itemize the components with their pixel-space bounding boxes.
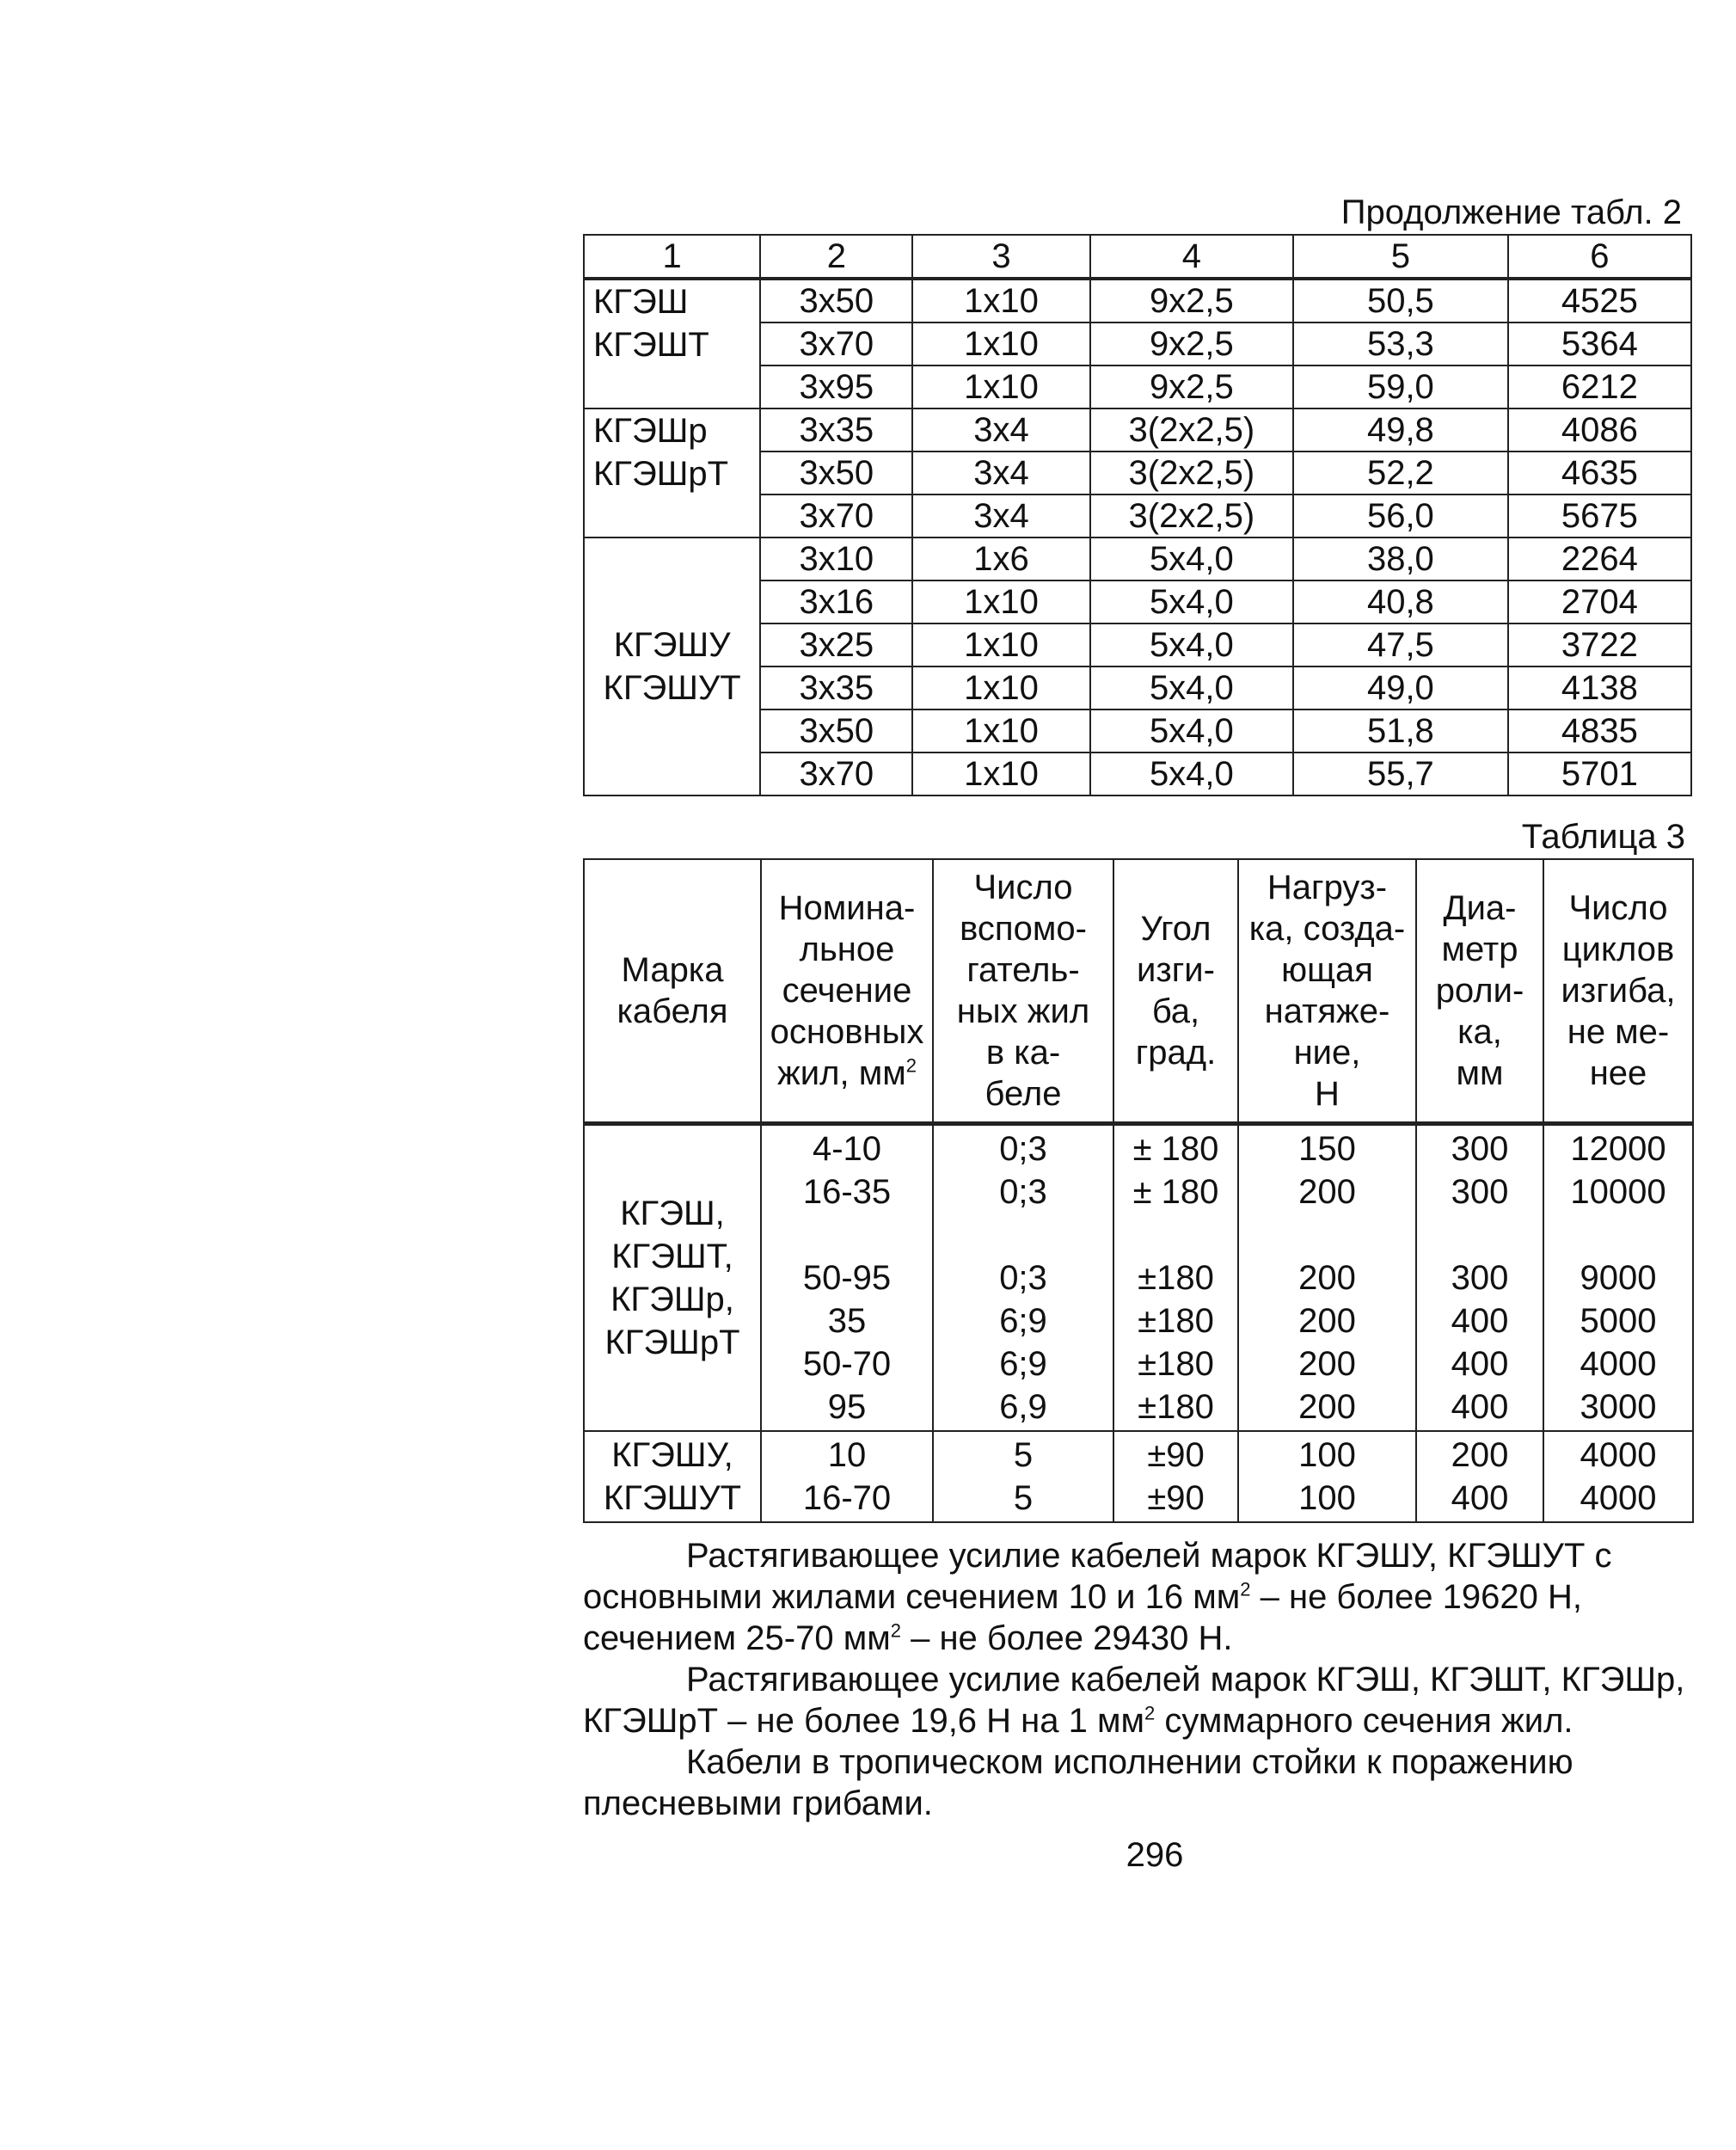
- table2-cell: 1x10: [912, 752, 1089, 796]
- table2-cell: 5701: [1508, 752, 1691, 796]
- table2-cell: 38,0: [1293, 538, 1508, 580]
- table3-g1-col3: 0;3 0;3 0;3 6;9 6;9 6,9: [933, 1124, 1113, 1432]
- table2-cell: 5x4,0: [1090, 580, 1293, 624]
- table2-cell: 50,5: [1293, 279, 1508, 322]
- table2-cell: 9x2,5: [1090, 322, 1293, 366]
- table2-cable-mark: КГЭШ КГЭШТ: [584, 279, 760, 408]
- table2-cell: 1x10: [912, 710, 1089, 752]
- table3-g2-col3: 5 5: [933, 1431, 1113, 1522]
- table2-row: [584, 279, 1691, 322]
- table2-cell: 4835: [1508, 710, 1691, 752]
- table2-cell: 4525: [1508, 279, 1691, 322]
- table2-cell: 9x2,5: [1090, 366, 1293, 408]
- table2-cell: 3x70: [760, 494, 912, 538]
- table2-cell: 9x2,5: [1090, 279, 1293, 322]
- table2-cell: 3(2x2,5): [1090, 494, 1293, 538]
- table3-header-cell: Марка кабеля: [584, 859, 761, 1124]
- table2-cell: 40,8: [1293, 580, 1508, 624]
- table2-cell: 5x4,0: [1090, 752, 1293, 796]
- table3-group-kgeshu: [584, 1431, 1693, 1522]
- table2-cell: 3x4: [912, 408, 1089, 452]
- table3-g1-col7: 12000 10000 9000 5000 4000 3000: [1543, 1124, 1693, 1432]
- table2-cell: 4138: [1508, 666, 1691, 710]
- table2-cell: 3(2x2,5): [1090, 452, 1293, 494]
- table3-header-cell: Число вспомо- гатель- ных жил в ка- беле: [933, 859, 1113, 1124]
- table2-cell: 2704: [1508, 580, 1691, 624]
- table2-cell: 3x50: [760, 452, 912, 494]
- table3-mark-kgesh: КГЭШ, КГЭШТ, КГЭШр, КГЭШрТ: [584, 1124, 761, 1432]
- table2-cable-mark: КГЭШУ КГЭШУТ: [584, 538, 760, 796]
- table2-header-cell: 4: [1090, 235, 1293, 279]
- table2-cell: 49,8: [1293, 408, 1508, 452]
- paragraph-1: Растягивающее усилие кабелей марок КГЭШУ, КГЭШУТ с основными жилами сечением 10 и 16 $мм^2$ – не более 19620 Н, сечением 25-70 $мм^2$ – не более 29430 Н.: [583, 1537, 1612, 1657]
- table2-cell: 3x35: [760, 408, 912, 452]
- table3-group-kgesh: [584, 1124, 1693, 1432]
- table2-header-cell: 6: [1508, 235, 1691, 279]
- table2-caption: Продолжение табл. 2: [1340, 194, 1682, 231]
- table3-header-cell: Число циклов изгиба, не ме- нее: [1543, 859, 1693, 1124]
- table3-header-cell: Нагруз- ка, созда- ющая натяже- ние, Н: [1238, 859, 1416, 1124]
- page-content: [583, 191, 1692, 1875]
- table3-caption: Таблица 3: [1521, 818, 1685, 856]
- table2-header-cell: 5: [1293, 235, 1508, 279]
- table2-cable-mark: КГЭШр КГЭШрТ: [584, 408, 760, 538]
- table2-body: [584, 279, 1691, 796]
- table2-cell: 3x16: [760, 580, 912, 624]
- table2-cell: 3x4: [912, 452, 1089, 494]
- table2-row: [584, 538, 1691, 580]
- table3-header-cell: Диа- метр роли- ка, мм: [1416, 859, 1543, 1124]
- table2-cell: 53,3: [1293, 322, 1508, 366]
- table3-header-row: [584, 859, 1693, 1124]
- table2-header-cell: 1: [584, 235, 760, 279]
- table2-header-cell: 2: [760, 235, 912, 279]
- table-3: [583, 858, 1694, 1523]
- table2-cell: 49,0: [1293, 666, 1508, 710]
- table2-cell: 52,2: [1293, 452, 1508, 494]
- table2-cell: 5x4,0: [1090, 710, 1293, 752]
- table3-g2-col4: ±90 ±90: [1113, 1431, 1238, 1522]
- table2-cell: 1x10: [912, 322, 1089, 366]
- table3-g1-col2: 4-10 16-35 50-95 35 50-70 95: [761, 1124, 933, 1432]
- table3-g2-col2: 10 16-70: [761, 1431, 933, 1522]
- table2-cell: 51,8: [1293, 710, 1508, 752]
- table3-g1-col5: 150 200 200 200 200 200: [1238, 1124, 1416, 1432]
- table2-cell: 1x10: [912, 279, 1089, 322]
- table2-cell: 5675: [1508, 494, 1691, 538]
- page-number: 296: [1126, 1836, 1184, 1874]
- table2-cell: 2264: [1508, 538, 1691, 580]
- table2-cell: 5x4,0: [1090, 624, 1293, 666]
- table3-mark-kgeshu: КГЭШУ, КГЭШУТ: [584, 1431, 761, 1522]
- table3-g2-col6: 200 400: [1416, 1431, 1543, 1522]
- table2-cell: 56,0: [1293, 494, 1508, 538]
- table2-cell: 3x4: [912, 494, 1089, 538]
- table2-cell: 1x10: [912, 666, 1089, 710]
- body-text: [583, 1535, 1692, 1824]
- table2-cell: 3x50: [760, 710, 912, 752]
- table2-cell: 3x10: [760, 538, 912, 580]
- table2-cell: 4635: [1508, 452, 1691, 494]
- table2-cell: 3x70: [760, 752, 912, 796]
- table2-cell: 1x10: [912, 624, 1089, 666]
- table3-g2-col5: 100 100: [1238, 1431, 1416, 1522]
- table3-g1-col4: ± 180 ± 180 ±180 ±180 ±180 ±180: [1113, 1124, 1238, 1432]
- table2-header-row: [584, 235, 1691, 279]
- table3-g1-col6: 300 300 300 400 400 400: [1416, 1124, 1543, 1432]
- table2-cell: 59,0: [1293, 366, 1508, 408]
- table3-header-cell: Угол изги- ба, град.: [1113, 859, 1238, 1124]
- table2-cell: 3x70: [760, 322, 912, 366]
- table3-header-cell: Номина- льное сечение основных жил, $мм^2$: [761, 859, 933, 1124]
- table2-row: [584, 408, 1691, 452]
- table2-cell: 3(2x2,5): [1090, 408, 1293, 452]
- table-2: [583, 234, 1692, 796]
- table2-cell: 1x10: [912, 580, 1089, 624]
- table2-cell: 55,7: [1293, 752, 1508, 796]
- table2-cell: 1x6: [912, 538, 1089, 580]
- table2-cell: 4086: [1508, 408, 1691, 452]
- table2-cell: 3722: [1508, 624, 1691, 666]
- table2-cell: 3x25: [760, 624, 912, 666]
- table2-cell: 5x4,0: [1090, 666, 1293, 710]
- table2-cell: 5364: [1508, 322, 1691, 366]
- table2-cell: 3x50: [760, 279, 912, 322]
- table2-cell: 5x4,0: [1090, 538, 1293, 580]
- table2-cell: 47,5: [1293, 624, 1508, 666]
- table2-header-cell: 3: [912, 235, 1089, 279]
- table2-cell: 1x10: [912, 366, 1089, 408]
- table3-g2-col7: 4000 4000: [1543, 1431, 1693, 1522]
- table2-cell: 3x35: [760, 666, 912, 710]
- table2-cell: 6212: [1508, 366, 1691, 408]
- paragraph-3: Кабели в тропическом исполнении стойки к поражению плесневыми грибами.: [583, 1743, 1573, 1822]
- table2-cell: 3x95: [760, 366, 912, 408]
- paragraph-2: Растягивающее усилие кабелей марок КГЭШ, КГЭШТ, КГЭШр, КГЭШрТ – не более 19,6 Н на 1 $мм^2$ суммарного сечения жил.: [583, 1661, 1685, 1740]
